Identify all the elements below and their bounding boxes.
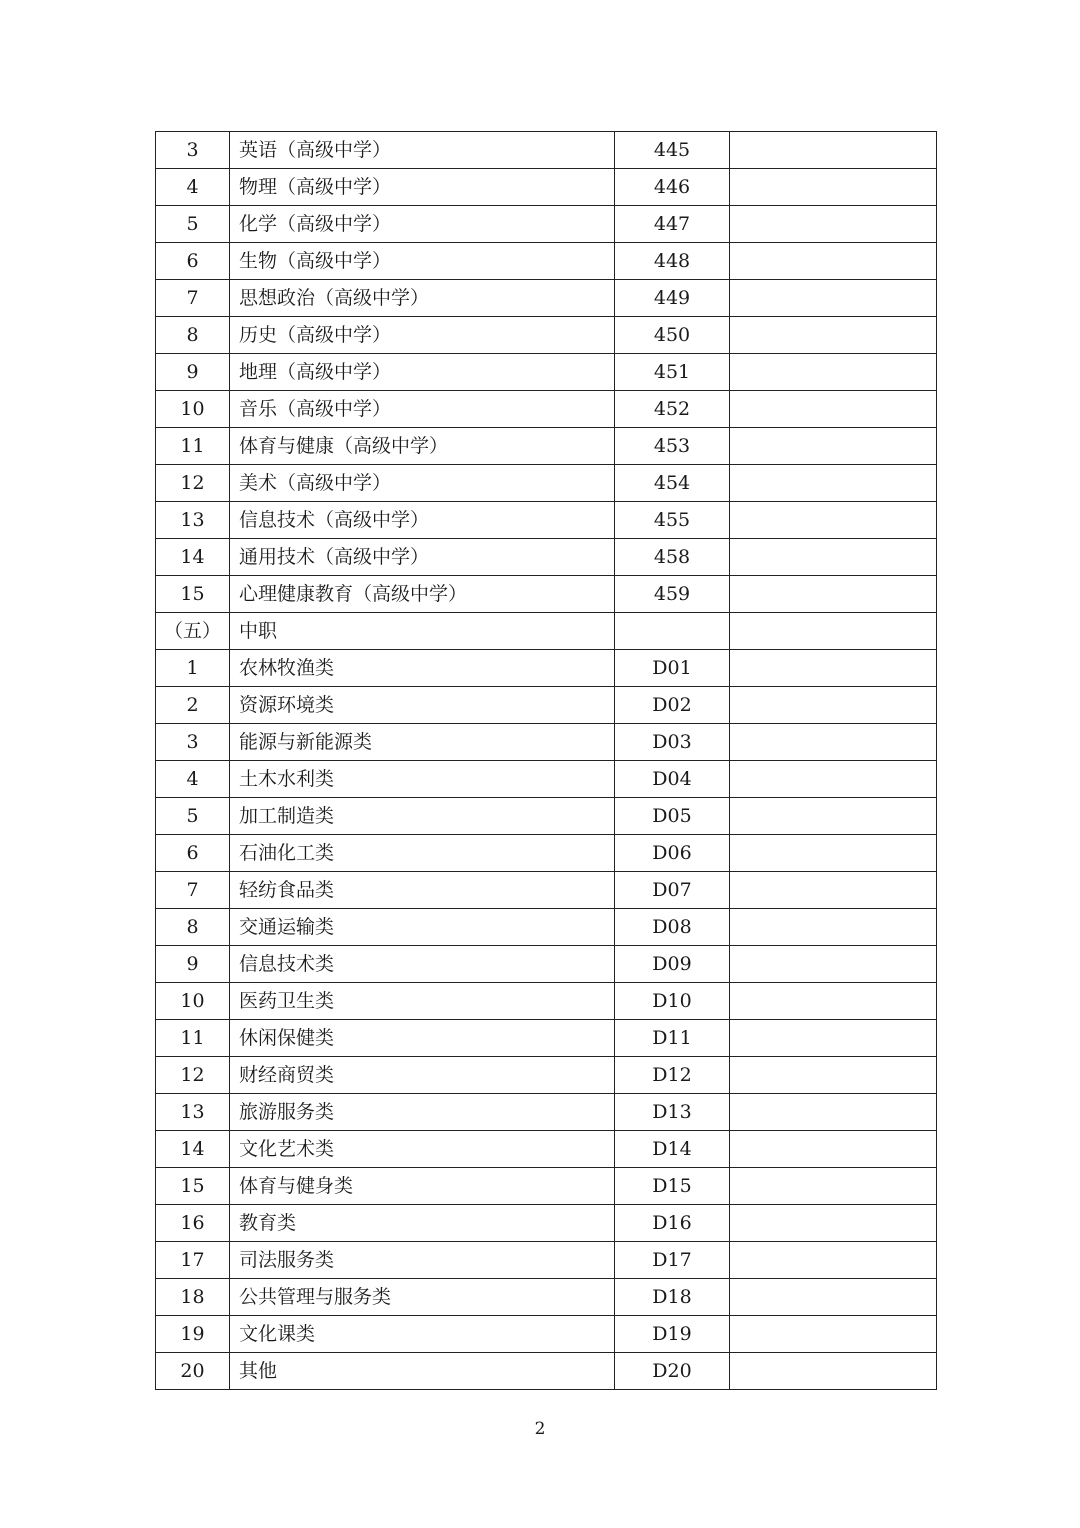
subject-code-cell: 445 xyxy=(615,132,730,169)
subject-code-cell: D05 xyxy=(615,798,730,835)
subject-code-cell: D11 xyxy=(615,1020,730,1057)
row-number-cell: 3 xyxy=(156,724,230,761)
subject-name-cell: 物理（高级中学） xyxy=(230,169,615,206)
subject-name-cell: 教育类 xyxy=(230,1205,615,1242)
table-row xyxy=(156,1353,937,1390)
row-number-cell: 7 xyxy=(156,280,230,317)
subject-code-cell: D15 xyxy=(615,1168,730,1205)
subject-name-cell: 财经商贸类 xyxy=(230,1057,615,1094)
note-cell xyxy=(730,1205,937,1242)
subject-code-cell: D12 xyxy=(615,1057,730,1094)
table-row xyxy=(156,502,937,539)
note-cell xyxy=(730,909,937,946)
note-cell xyxy=(730,1020,937,1057)
note-cell xyxy=(730,169,937,206)
subject-name-cell: 休闲保健类 xyxy=(230,1020,615,1057)
note-cell xyxy=(730,1094,937,1131)
row-number-cell: 17 xyxy=(156,1242,230,1279)
table-row xyxy=(156,1316,937,1353)
row-number-cell: 18 xyxy=(156,1279,230,1316)
subject-name-cell: 能源与新能源类 xyxy=(230,724,615,761)
note-cell xyxy=(730,761,937,798)
table-row xyxy=(156,835,937,872)
subject-code-cell: D08 xyxy=(615,909,730,946)
subject-name-cell: 体育与健身类 xyxy=(230,1168,615,1205)
subject-code-cell: 458 xyxy=(615,539,730,576)
subject-code-cell: 454 xyxy=(615,465,730,502)
table-row xyxy=(156,798,937,835)
subject-code-cell: D13 xyxy=(615,1094,730,1131)
subject-name-cell: 农林牧渔类 xyxy=(230,650,615,687)
subject-code-cell: D14 xyxy=(615,1131,730,1168)
table-row xyxy=(156,428,937,465)
table-row xyxy=(156,391,937,428)
table-body xyxy=(156,132,937,1390)
subject-name-cell: 英语（高级中学） xyxy=(230,132,615,169)
note-cell xyxy=(730,539,937,576)
row-number-cell: 19 xyxy=(156,1316,230,1353)
subject-code-cell: 446 xyxy=(615,169,730,206)
table-row xyxy=(156,613,937,650)
subject-name-cell: 体育与健康（高级中学） xyxy=(230,428,615,465)
table-row xyxy=(156,354,937,391)
note-cell xyxy=(730,1353,937,1390)
subject-name-cell: 土木水利类 xyxy=(230,761,615,798)
subject-name-cell: 信息技术类 xyxy=(230,946,615,983)
row-number-cell: 5 xyxy=(156,206,230,243)
table-row xyxy=(156,576,937,613)
row-number-cell: 10 xyxy=(156,391,230,428)
row-number-cell: 8 xyxy=(156,317,230,354)
note-cell xyxy=(730,391,937,428)
note-cell xyxy=(730,206,937,243)
row-number-cell: （五） xyxy=(156,613,230,650)
table-row xyxy=(156,465,937,502)
subject-name-cell: 司法服务类 xyxy=(230,1242,615,1279)
table-row xyxy=(156,983,937,1020)
note-cell xyxy=(730,502,937,539)
note-cell xyxy=(730,1316,937,1353)
table-row xyxy=(156,1168,937,1205)
row-number-cell: 11 xyxy=(156,1020,230,1057)
subject-code-cell: D01 xyxy=(615,650,730,687)
subject-code-cell: D02 xyxy=(615,687,730,724)
row-number-cell: 12 xyxy=(156,465,230,502)
note-cell xyxy=(730,280,937,317)
subject-code-cell: D10 xyxy=(615,983,730,1020)
subject-name-cell: 美术（高级中学） xyxy=(230,465,615,502)
subject-name-cell: 石油化工类 xyxy=(230,835,615,872)
note-cell xyxy=(730,872,937,909)
row-number-cell: 2 xyxy=(156,687,230,724)
subject-code-cell: D09 xyxy=(615,946,730,983)
subject-name-cell: 其他 xyxy=(230,1353,615,1390)
row-number-cell: 6 xyxy=(156,243,230,280)
note-cell xyxy=(730,724,937,761)
note-cell xyxy=(730,687,937,724)
note-cell xyxy=(730,1168,937,1205)
table-row xyxy=(156,1094,937,1131)
table-row xyxy=(156,1131,937,1168)
note-cell xyxy=(730,798,937,835)
subject-code-cell: 455 xyxy=(615,502,730,539)
subject-name-cell: 生物（高级中学） xyxy=(230,243,615,280)
note-cell xyxy=(730,1131,937,1168)
subject-name-cell: 信息技术（高级中学） xyxy=(230,502,615,539)
row-number-cell: 5 xyxy=(156,798,230,835)
row-number-cell: 8 xyxy=(156,909,230,946)
subject-name-cell: 交通运输类 xyxy=(230,909,615,946)
subject-code-cell: 449 xyxy=(615,280,730,317)
row-number-cell: 13 xyxy=(156,502,230,539)
row-number-cell: 15 xyxy=(156,1168,230,1205)
table-row xyxy=(156,1057,937,1094)
row-number-cell: 12 xyxy=(156,1057,230,1094)
table-row xyxy=(156,317,937,354)
row-number-cell: 9 xyxy=(156,354,230,391)
subject-code-cell: D20 xyxy=(615,1353,730,1390)
subject-code-cell: 447 xyxy=(615,206,730,243)
subject-code-cell: 452 xyxy=(615,391,730,428)
subject-name-cell: 地理（高级中学） xyxy=(230,354,615,391)
subject-code-cell: 453 xyxy=(615,428,730,465)
subject-code-cell: D06 xyxy=(615,835,730,872)
subject-code-cell: D16 xyxy=(615,1205,730,1242)
subject-name-cell: 医药卫生类 xyxy=(230,983,615,1020)
row-number-cell: 20 xyxy=(156,1353,230,1390)
subject-name-cell: 音乐（高级中学） xyxy=(230,391,615,428)
note-cell xyxy=(730,132,937,169)
table-row xyxy=(156,243,937,280)
subject-name-cell: 加工制造类 xyxy=(230,798,615,835)
subject-name-cell: 旅游服务类 xyxy=(230,1094,615,1131)
subject-name-cell: 轻纺食品类 xyxy=(230,872,615,909)
row-number-cell: 6 xyxy=(156,835,230,872)
note-cell xyxy=(730,428,937,465)
subject-code-cell: D03 xyxy=(615,724,730,761)
table-row xyxy=(156,206,937,243)
note-cell xyxy=(730,1242,937,1279)
subject-name-cell: 文化艺术类 xyxy=(230,1131,615,1168)
subject-code-cell xyxy=(615,613,730,650)
subject-code-cell: D07 xyxy=(615,872,730,909)
row-number-cell: 16 xyxy=(156,1205,230,1242)
table-row xyxy=(156,724,937,761)
note-cell xyxy=(730,835,937,872)
row-number-cell: 14 xyxy=(156,1131,230,1168)
page-number: 2 xyxy=(534,1419,546,1439)
subject-code-cell: 450 xyxy=(615,317,730,354)
table-row xyxy=(156,1020,937,1057)
subject-code-cell: D17 xyxy=(615,1242,730,1279)
subject-name-cell: 心理健康教育（高级中学） xyxy=(230,576,615,613)
note-cell xyxy=(730,465,937,502)
note-cell xyxy=(730,650,937,687)
subject-name-cell: 公共管理与服务类 xyxy=(230,1279,615,1316)
table-row xyxy=(156,687,937,724)
note-cell xyxy=(730,576,937,613)
table-row xyxy=(156,169,937,206)
table-row xyxy=(156,132,937,169)
subject-name-cell: 历史（高级中学） xyxy=(230,317,615,354)
subject-name-cell: 思想政治（高级中学） xyxy=(230,280,615,317)
table-row xyxy=(156,539,937,576)
subject-name-cell: 化学（高级中学） xyxy=(230,206,615,243)
row-number-cell: 15 xyxy=(156,576,230,613)
table-row xyxy=(156,650,937,687)
table-row xyxy=(156,946,937,983)
row-number-cell: 13 xyxy=(156,1094,230,1131)
subject-code-cell: 459 xyxy=(615,576,730,613)
table-row xyxy=(156,280,937,317)
subject-code-cell: D19 xyxy=(615,1316,730,1353)
subject-code-table xyxy=(155,131,937,1390)
note-cell xyxy=(730,983,937,1020)
table-row xyxy=(156,1279,937,1316)
note-cell xyxy=(730,243,937,280)
row-number-cell: 14 xyxy=(156,539,230,576)
note-cell xyxy=(730,613,937,650)
row-number-cell: 4 xyxy=(156,761,230,798)
table-row xyxy=(156,872,937,909)
subject-code-cell: D04 xyxy=(615,761,730,798)
table-row xyxy=(156,1205,937,1242)
table-row xyxy=(156,909,937,946)
subject-name-cell: 中职 xyxy=(230,613,615,650)
subject-name-cell: 资源环境类 xyxy=(230,687,615,724)
row-number-cell: 10 xyxy=(156,983,230,1020)
note-cell xyxy=(730,1057,937,1094)
note-cell xyxy=(730,317,937,354)
subject-code-cell: 451 xyxy=(615,354,730,391)
row-number-cell: 7 xyxy=(156,872,230,909)
row-number-cell: 9 xyxy=(156,946,230,983)
subject-code-cell: D18 xyxy=(615,1279,730,1316)
note-cell xyxy=(730,354,937,391)
note-cell xyxy=(730,1279,937,1316)
row-number-cell: 4 xyxy=(156,169,230,206)
note-cell xyxy=(730,946,937,983)
subject-name-cell: 文化课类 xyxy=(230,1316,615,1353)
row-number-cell: 3 xyxy=(156,132,230,169)
table-row xyxy=(156,1242,937,1279)
row-number-cell: 11 xyxy=(156,428,230,465)
subject-code-cell: 448 xyxy=(615,243,730,280)
subject-name-cell: 通用技术（高级中学） xyxy=(230,539,615,576)
table-row xyxy=(156,761,937,798)
row-number-cell: 1 xyxy=(156,650,230,687)
